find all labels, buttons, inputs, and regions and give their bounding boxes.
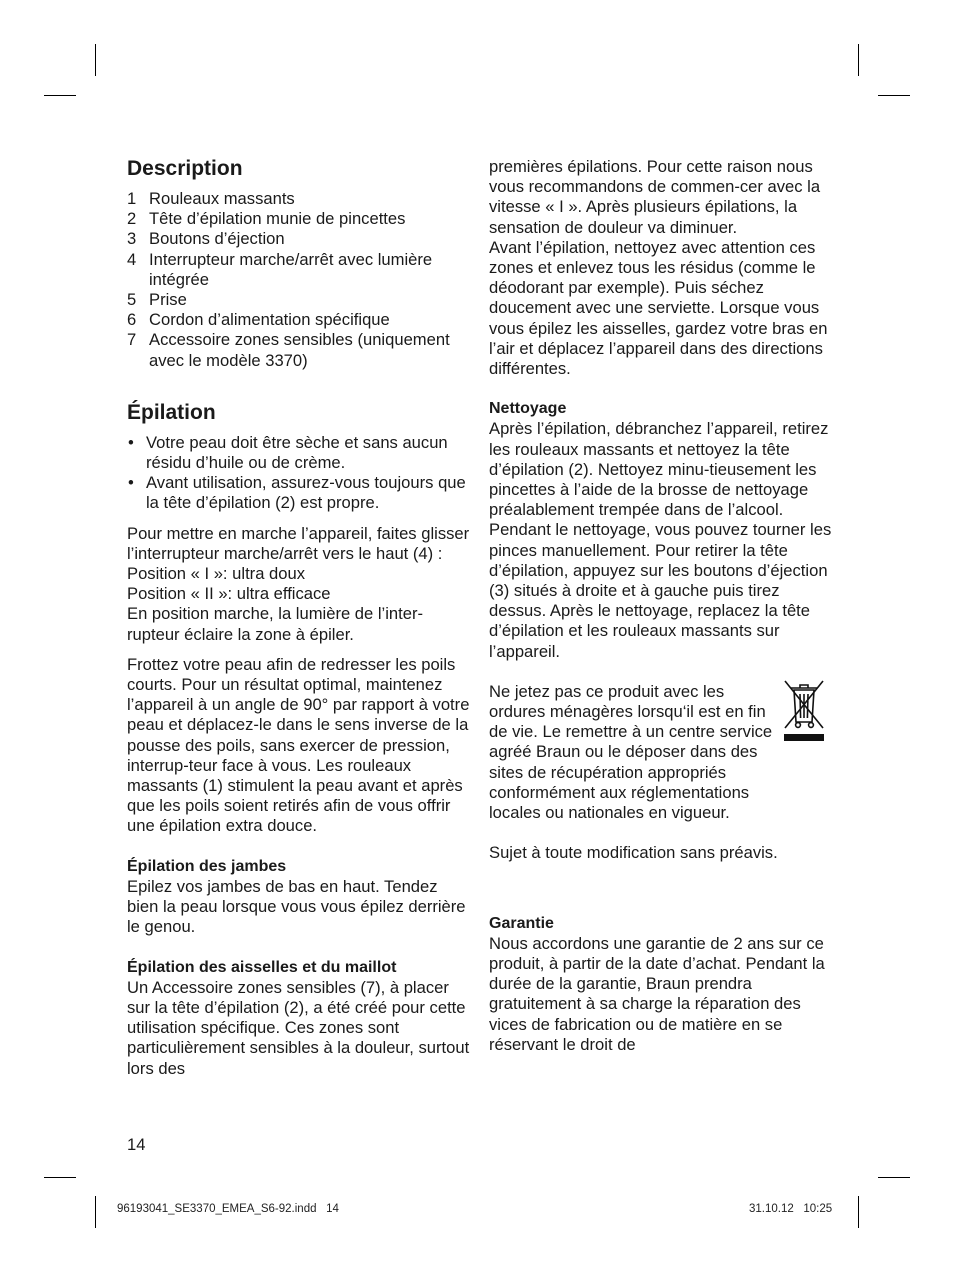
footer-file-info: 96193041_SE3370_EMEA_S6-92.indd 14 xyxy=(117,1203,339,1215)
light-note: En position marche, la lumière de l’inter-rupteur éclaire la zone à épiler. xyxy=(127,604,424,644)
jambes-text: Epilez vos jambes de bas en haut. Tendez bien la peau lorsque vous vous épilez derrière le genou. xyxy=(127,876,466,937)
nettoyage-heading: Nettoyage xyxy=(489,400,567,418)
crop-mark-bottom-left-vertical xyxy=(95,1196,96,1228)
parts-list-item: 3 Boutons d’éjection xyxy=(127,229,285,249)
aisselles-heading: Épilation des aisselles et du maillot xyxy=(127,958,397,976)
crop-mark-top-right-vertical xyxy=(858,44,859,76)
garantie-text: Nous accordons une garantie de 2 ans sur ce produit, à partir de la date d’achat. Pendant la durée de la garantie, Braun prendra gratuitement à sa charge la réparation des vices de fabrication ou de matière en se réservant le droit de xyxy=(489,933,825,1054)
position-two: Position « II »: ultra efficace xyxy=(127,584,331,604)
epilation-bullets xyxy=(127,433,472,514)
right-column xyxy=(489,157,834,1055)
aisselles-text: Un Accessoire zones sensibles (7), à placer sur la tête d’épilation (2), a été créé pour cette utilisation spécifique. Ces zones sont particulièrement sensibles à la douleur, surtout lors des xyxy=(127,977,470,1078)
crop-mark-top-left-horizontal xyxy=(44,95,76,96)
preparation-text: Avant l’épilation, nettoyez avec attention ces zones et enlevez tous les résidus (comme le déodorant par exemple). Puis séchez doucement avec une serviette. Lorsque vous vous épilez les aisselles, gardez votre bras en l’air et déplacez l’appareil dans des directions différentes. xyxy=(489,237,828,379)
parts-list xyxy=(127,189,472,371)
technique-paragraph: Frottez votre peau afin de redresser les poils courts. Pour un résultat optimal, maintenez l’appareil à un angle de 90° par rapport à votre peau et déplacez-le dans le sens inverse de la pousse des poils, sans exercer de pression, interrup-teur face à vous. Les rouleaux massants (1) stimulent la peau avant et après que les poils soient retirés afin de vous offrir une épilation extra douce. xyxy=(127,654,470,836)
bullet-item: • Votre peau doit être sèche et sans aucun résidu d’huile ou de crème. xyxy=(127,433,472,473)
page-number: 14 xyxy=(127,1135,146,1154)
left-column xyxy=(127,157,472,1079)
parts-list-item: 5 Prise xyxy=(127,290,187,310)
bullet-item: • Avant utilisation, assurez-vous toujours que la tête d’épilation (2) est propre. xyxy=(127,473,472,513)
parts-list-item: 2 Tête d’épilation munie de pincettes xyxy=(127,209,406,229)
jambes-heading: Épilation des jambes xyxy=(127,857,287,875)
description-heading: Description xyxy=(127,157,243,180)
epilation-heading: Épilation xyxy=(127,400,216,424)
parts-list-item: 1 Rouleaux massants xyxy=(127,189,295,208)
crop-mark-bottom-right-horizontal xyxy=(878,1177,910,1178)
footer-timestamp: 31.10.12 10:25 xyxy=(749,1203,833,1215)
crop-mark-bottom-right-vertical xyxy=(858,1196,859,1228)
parts-list-item: 4 Interrupteur marche/arrêt avec lumière intégrée xyxy=(127,249,433,289)
crop-mark-top-left-vertical xyxy=(95,44,96,76)
parts-list-item: 6 Cordon d’alimentation spécifique xyxy=(127,310,390,330)
crossed-out-wheelie-bin-icon xyxy=(782,676,826,744)
switch-instructions: Pour mettre en marche l’appareil, faites glisser l’interrupteur marche/arrêt vers le haut (4) : xyxy=(127,523,470,563)
modification-note: Sujet à toute modification sans préavis. xyxy=(489,843,778,863)
parts-list-item: 7 Accessoire zones sensibles (uniquement avec le modèle 3370) xyxy=(127,330,450,370)
crop-mark-top-right-horizontal xyxy=(878,95,910,96)
position-one: Position « I »: ultra doux xyxy=(127,564,306,584)
nettoyage-text: Après l’épilation, débranchez l’appareil, retirez les rouleaux massants et nettoyez la tête d’épilation (2). Nettoyez minu-tieusement les pincettes à l’aide de la brosse de nettoyage préalablement trempée dans de l’alcool. Pendant le nettoyage, vous pouvez tourner les pinces manuellement. Pour retirer la tête d’épilation, appuyez sur les boutons d’éjection (3) situés à droite et à gauche puis tirez dessus. Après le nettoyage, replacez la tête d’épilation et les rouleaux massants sur l’appareil. xyxy=(489,419,832,661)
disposal-text: Ne jetez pas ce produit avec les ordures ménagères lorsqu‘il est en fin de vie. Le remettre à un centre service agréé Braun ou le déposer dans des sites de récupération appropriés conformément aux réglementations locales ou nationales en vigueur. xyxy=(489,681,773,823)
garantie-heading: Garantie xyxy=(489,914,554,932)
crop-mark-bottom-left-horizontal xyxy=(44,1177,76,1178)
disposal-section xyxy=(489,682,834,823)
continuation-text: premières épilations. Pour cette raison nous vous recommandons de commen-cer avec la vitesse « I ». Après plusieurs épilations, la sensation de douleur va diminuer. xyxy=(489,157,821,237)
